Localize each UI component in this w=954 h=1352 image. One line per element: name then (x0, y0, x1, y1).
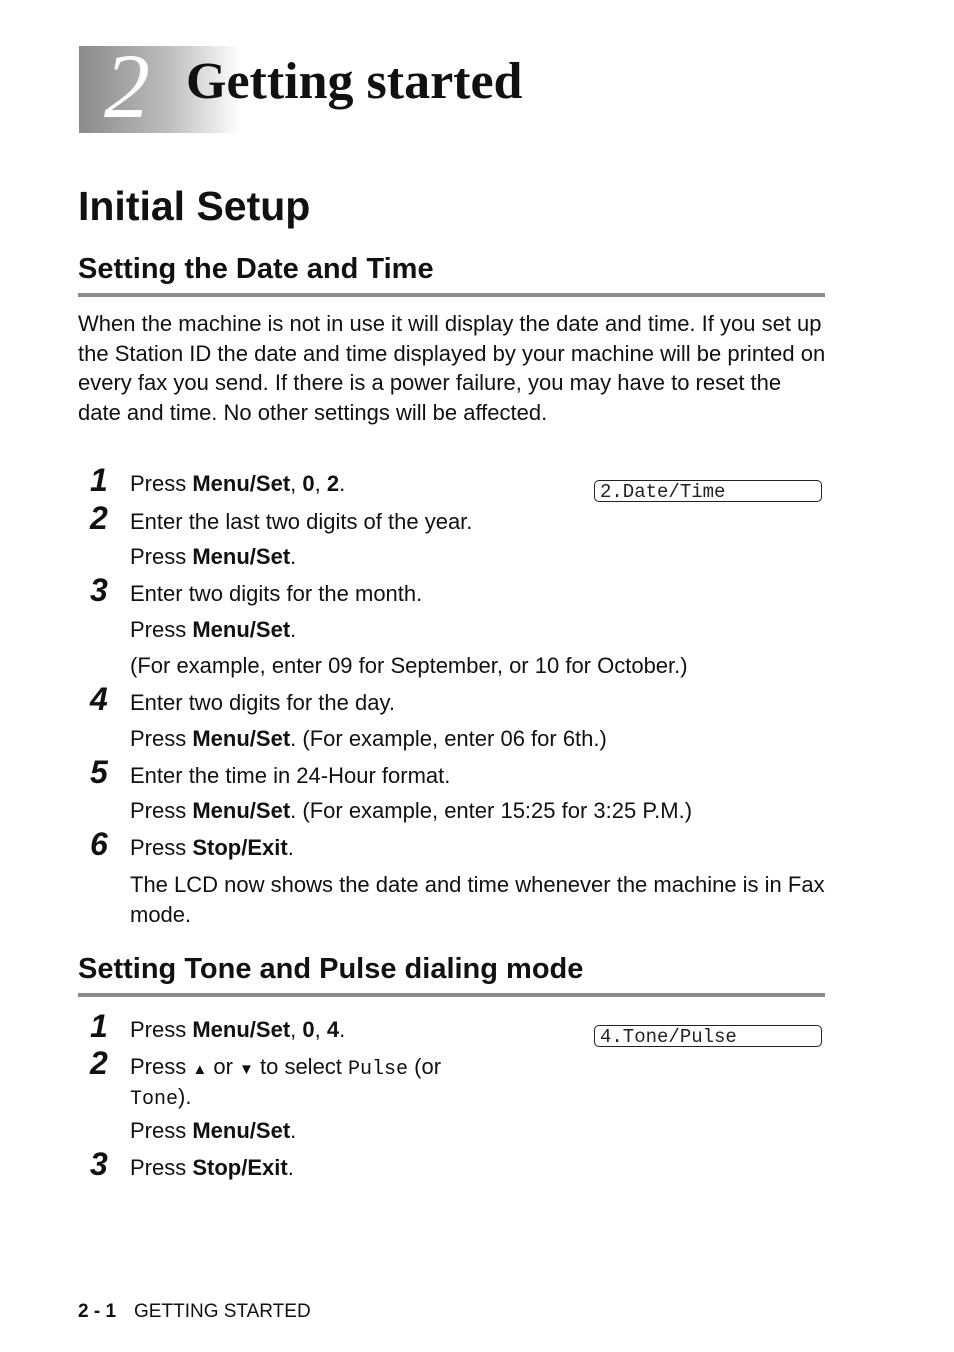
page-footer (78, 1302, 311, 1321)
step-3-press: Press Menu/Set. (130, 617, 297, 642)
step-6-press: Press Stop/Exit. (130, 835, 294, 860)
tone-pulse-heading: Setting Tone and Pulse dialing mode (78, 953, 584, 985)
step-number: 5 (90, 754, 108, 790)
step-5-press: Press Menu/Set. (For example, enter 15:25 for 3:25 P.M.) (130, 798, 693, 823)
step-4-press: Press Menu/Set. (For example, enter 06 for 6th.) (130, 726, 607, 751)
step-6-note: The LCD now shows the date and time whenever the machine is in Fax mode. (130, 872, 825, 927)
step-2-press: Press Menu/Set. (130, 544, 297, 569)
step-3-note: (For example, enter 09 for September, or 10 for October.) (130, 653, 688, 678)
date-time-intro: When the machine is not in use it will display the date and time. If you set up the Station ID the date and time displayed by your machine will be printed on every fax you send. If there is a power failure, you may have to reset the date and time. No other settings will be affected. (78, 311, 826, 426)
section-title: Initial Setup (78, 183, 311, 229)
lcd-date-time: 2.Date/Time (594, 480, 822, 502)
tone-pulse-rule (78, 993, 825, 997)
footer-title: GETTING STARTED (134, 1301, 311, 1322)
step-number: 1 (90, 462, 108, 498)
step-number: 4 (90, 681, 108, 717)
tp-step-3-line: Press Stop/Exit. (130, 1155, 294, 1180)
chapter-title: Getting started (186, 53, 523, 110)
step-number: 1 (90, 1008, 108, 1044)
tp-step-2-line: Press ▲ or ▼ to select Pulse (or (130, 1054, 442, 1081)
step-number: 3 (90, 572, 108, 608)
tp-step-2-press: Press Menu/Set. (130, 1118, 297, 1143)
option-pulse: Pulse (348, 1058, 409, 1081)
date-time-heading: Setting the Date and Time (78, 253, 434, 285)
chapter-number: 2 (104, 35, 150, 137)
step-number: 6 (90, 826, 108, 862)
option-tone: Tone (130, 1088, 179, 1111)
step-3-text: Enter two digits for the month. (130, 581, 423, 606)
step-number: 2 (90, 500, 108, 536)
tp-step-1-line: Press Menu/Set, 0, 4. (130, 1017, 346, 1042)
step-2-text: Enter the last two digits of the year. (130, 509, 473, 534)
lcd-tone-pulse: 4.Tone/Pulse (594, 1025, 822, 1047)
up-arrow-icon: ▲ (192, 1061, 208, 1078)
date-time-rule (78, 293, 825, 297)
step-1-line: Press Menu/Set, 0, 2. (130, 471, 346, 496)
step-4-text: Enter two digits for the day. (130, 690, 395, 715)
step-5-text: Enter the time in 24-Hour format. (130, 763, 451, 788)
step-number: 2 (90, 1045, 108, 1081)
down-arrow-icon: ▼ (239, 1061, 254, 1078)
page-number: 2 - 1 (78, 1301, 117, 1322)
tp-step-2-line-2: Tone). (130, 1084, 192, 1111)
step-number: 3 (90, 1146, 108, 1182)
